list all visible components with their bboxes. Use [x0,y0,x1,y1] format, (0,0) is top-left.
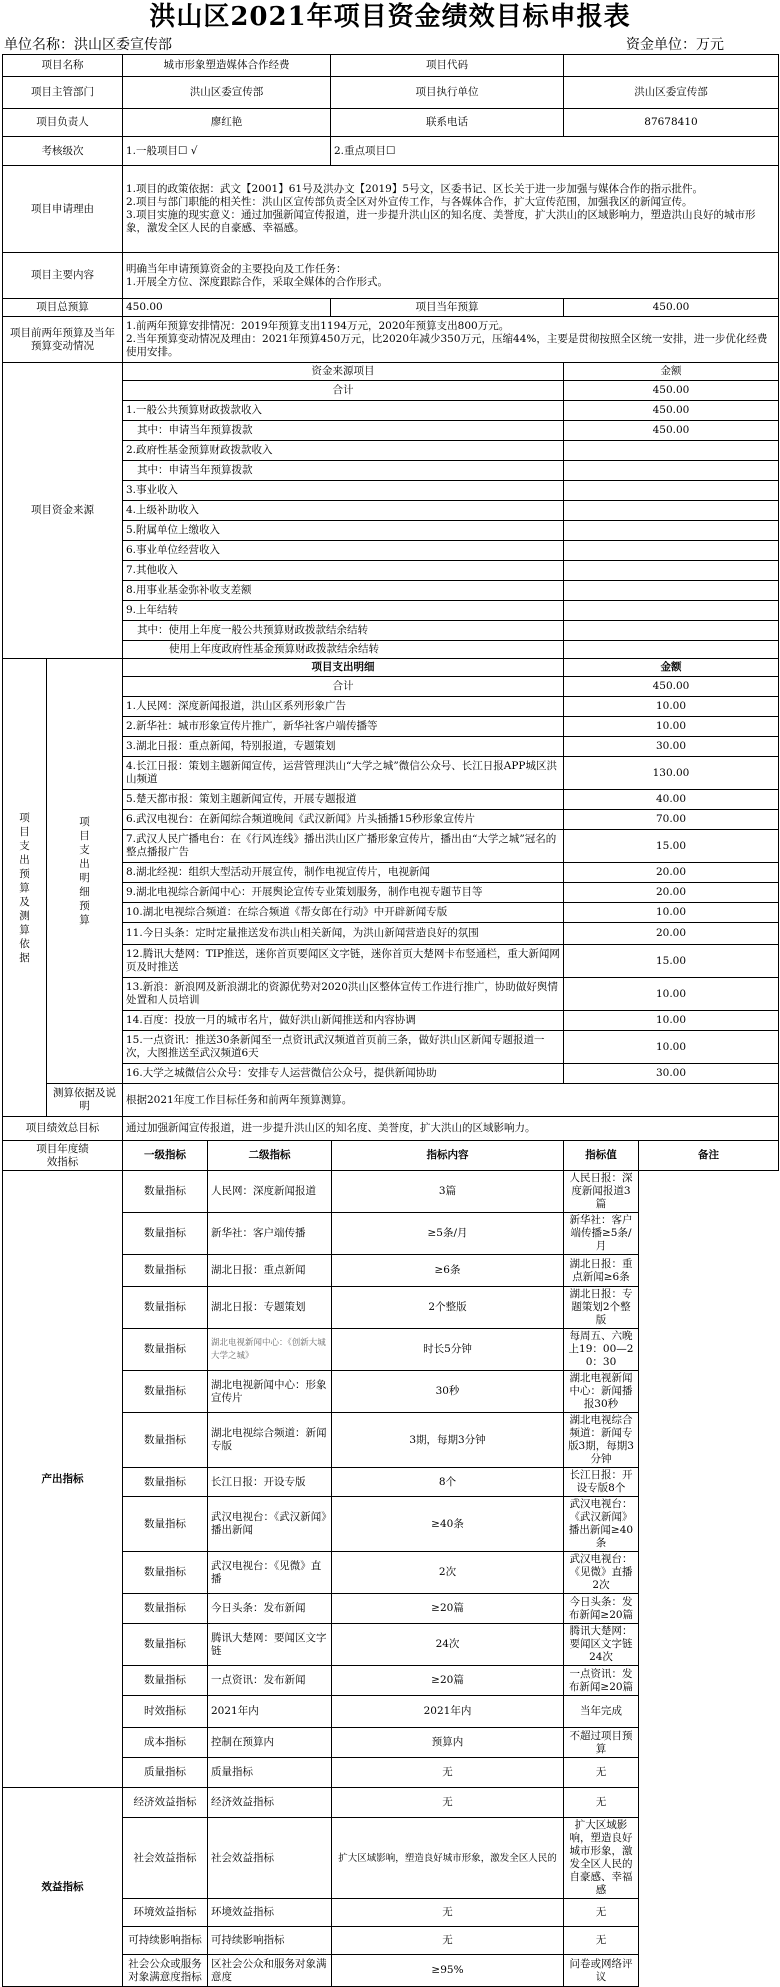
indicator-table [2,1140,779,1987]
expense-amount: 40.00 [564,790,779,810]
indicator-note: 湖北日报：重点新闻≥6条 [564,1255,639,1287]
indicator-level2: 数量指标 [123,1497,208,1552]
label-dept: 项目主管部门 [3,77,123,109]
ind-header-note: 备注 [639,1141,779,1171]
expense-col-detail: 项目支出明细 [123,659,564,677]
indicator-level2: 可持续影响指标 [123,1927,208,1955]
expense-item: 6.武汉电视台：在新闻综合频道晚间《武汉新闻》片头插播15秒形象宣传片 [123,810,564,830]
indicator-value: ≥95% [332,1955,564,1987]
indicator-content: 新华社：客户端传播 [208,1213,332,1255]
funding-source: 6.事业单位经营收入 [123,541,564,561]
label-output: 产出指标 [3,1171,123,1788]
content-line: 明确当年申请预算资金的主要投向及工作任务： [126,262,347,275]
funding-source: 其中：申请当年预算拨款 [123,421,564,441]
project-code [564,55,779,77]
change-line: 2.当年预算变动情况及理由：2021年预算450万元，比2020年减少350万元，压缩44%，主要是贯彻按照全区统一安排，进一步优化经费使用安排。 [126,333,768,358]
expense-outer-text: 项目支出预算及测算依据 [19,811,30,964]
expense-item: 合计 [123,677,564,697]
label-goal: 项目绩效总目标 [3,1117,123,1141]
indicator-value: 2021年内 [332,1696,564,1728]
expense-item: 4.长江日报：策划主题新闻宣传，运营管理洪山“大学之城”微信公众号、长江日报APP城区洪山频道 [123,757,564,790]
change-line: 1.前两年预算安排情况：2019年预算支出1194万元，2020年预算支出800万元。 [126,320,510,332]
ind-header-level1: 一级指标 [123,1141,208,1171]
goal-text: 通过加强新闻宣传报道，进一步提升洪山区的知名度、美誉度，扩大洪山的区域影响力。 [123,1117,779,1141]
indicator-level2: 数量指标 [123,1213,208,1255]
indicator-note: 无 [564,1758,639,1788]
indicator-level2: 数量指标 [123,1329,208,1371]
expense-item: 8.湖北经视：组织大型活动开展宣传，制作电视宣传片，电视新闻 [123,863,564,883]
indicator-note: 扩大区域影响，塑造良好城市形象，激发全区人民的自豪感、幸福感 [564,1818,639,1899]
funding-amount: 450.00 [564,381,779,401]
indicator-level2: 数量指标 [123,1468,208,1497]
indicator-content: 可持续影响指标 [208,1927,332,1955]
label-reason: 项目申请理由 [3,166,123,253]
expense-amount: 10.00 [564,1011,779,1031]
expense-amount: 130.00 [564,757,779,790]
funding-source: 8.用事业基金弥补收支差额 [123,581,564,601]
indicator-value: 30秒 [332,1371,564,1413]
indicator-value: 24次 [332,1624,564,1666]
indicator-note: 武汉电视台：《武汉新闻》播出新闻≥40条 [564,1497,639,1552]
funding-source: 其中：申请当年预算拨款 [123,461,564,481]
info-row-owner [3,109,779,137]
owner: 廖红艳 [123,109,331,137]
goal-row [3,1117,779,1141]
label-expense-inner [47,659,123,1084]
indicator-value: 无 [332,1788,564,1818]
reason-line: 1.项目的政策依据：武文【2001】61号及洪办文【2019】5号文，区委书记、区长关于进一步加强与媒体合作的指示批件。 [126,183,704,195]
funding-col-amount: 金额 [564,363,779,381]
indicator-value: 3期，每期3分钟 [332,1413,564,1468]
indicator-level2: 社会效益指标 [123,1818,208,1899]
funding-amount: 450.00 [564,401,779,421]
indicator-level2: 数量指标 [123,1666,208,1696]
indicator-note: 湖北电视新闻中心：新闻播报30秒 [564,1371,639,1413]
label-indicators [3,1141,123,1171]
expense-item: 9.湖北电视综合新闻中心：开展舆论宣传专业策划服务，制作电视专题节目等 [123,883,564,903]
label-project-name: 项目名称 [3,55,123,77]
indicator-level2: 质量指标 [123,1758,208,1788]
expense-header-row [3,659,779,677]
label-benefit: 效益指标 [3,1788,123,1987]
expense-amount: 15.00 [564,830,779,863]
expense-item: 14.百度：投放一月的城市名片，做好洪山新闻推送和内容协调 [123,1011,564,1031]
funding-amount [564,461,779,481]
funding-amount [564,621,779,641]
expense-amount: 10.00 [564,717,779,737]
indicator-content: 长江日报：开设专版 [208,1468,332,1497]
funding-source: 9.上年结转 [123,601,564,621]
funding-amount [564,601,779,621]
indicator-note: 一点资讯：发布新闻≥20篇 [564,1666,639,1696]
reason-text [123,166,779,253]
indicator-level2: 数量指标 [123,1594,208,1624]
indicator-note: 问卷或网络评议 [564,1955,639,1987]
indicator-level2: 环境效益指标 [123,1899,208,1927]
indicator-value: 无 [332,1899,564,1927]
funding-amount [564,561,779,581]
label-change: 项目前两年预算及当年预算变动情况 [3,317,123,363]
indicator-level2: 成本指标 [123,1728,208,1758]
indicator-note: 每周五、六晚上19：00—20：30 [564,1329,639,1371]
indicator-content: 湖北电视新闻中心：形象宣传片 [208,1371,332,1413]
label-expense-outer [3,659,47,1117]
indicator-note: 人民日报：深度新闻报道3篇 [564,1171,639,1213]
indicator-note: 当年完成 [564,1696,639,1728]
funding-source: 合计 [123,381,564,401]
indicator-content: 武汉电视台：《武汉新闻》播出新闻 [208,1497,332,1552]
expense-amount: 20.00 [564,883,779,903]
funding-amount [564,481,779,501]
expense-item: 12.腾讯大楚网：TIP推送，迷你首页要闻区文字链，迷你首页大楚网卡布竖通栏，重大新闻网页及时推送 [123,945,564,978]
funding-amount [564,441,779,461]
reason-row [3,166,779,253]
funding-amount [564,581,779,601]
indicator-content: 区社会公众和服务对象满意度 [208,1955,332,1987]
indicator-level2: 经济效益指标 [123,1788,208,1818]
expense-amount: 30.00 [564,737,779,757]
indicator-content: 武汉电视台：《见微》直播 [208,1552,332,1594]
indicator-value: 2个整版 [332,1287,564,1329]
funding-source: 使用上年度政府性基金预算财政拨款结余结转 [123,641,564,659]
funding-amount [564,641,779,659]
indicator-value: 无 [332,1758,564,1788]
label-exec-unit: 项目执行单位 [331,77,564,109]
info-row-dept [3,77,779,109]
label-year-budget: 项目当年预算 [331,299,564,317]
indicator-value: 8个 [332,1468,564,1497]
indicator-note: 无 [564,1788,639,1818]
content-text [123,253,779,299]
indicator-level2: 时效指标 [123,1696,208,1728]
indicator-header-row [3,1141,779,1171]
reason-line: 3.项目实施的现实意义：通过加强新闻宣传报道，进一步提升洪山区的知名度、美誉度，扩大洪山的区域影响力，塑造洪山良好的城市形象，激发全区人民的自豪感、幸福感。 [126,209,756,234]
indicator-value: 预算内 [332,1728,564,1758]
indicator-level2: 数量指标 [123,1171,208,1213]
indicator-value: 扩大区域影响，塑造良好城市形象，激发全区人民的 [332,1818,564,1899]
label-content: 项目主要内容 [3,253,123,299]
label-owner: 项目负责人 [3,109,123,137]
content-line: 1.开展全方位、深度跟踪合作，采取全媒体的合作形式。 [126,275,389,288]
expense-amount: 20.00 [564,923,779,945]
indicator-note: 长江日报：开设专版8个 [564,1468,639,1497]
indicator-content: 环境效益指标 [208,1899,332,1927]
content-row [3,253,779,299]
indicator-note: 不超过项目预算 [564,1728,639,1758]
expense-item: 15.一点资讯：推送30条新闻至一点资讯武汉频道首页前三条，做好洪山区新闻专题报道一次，大图推送至武汉频道6天 [123,1031,564,1064]
indicator-value: ≥20篇 [332,1666,564,1696]
indicator-value: 3篇 [332,1171,564,1213]
year-budget: 450.00 [564,299,779,317]
expense-item: 7.武汉人民广播电台：在《行风连线》播出洪山区广播形象宣传片，播出由“大学之城”冠名的整点播报广告 [123,830,564,863]
expense-amount: 10.00 [564,978,779,1011]
funding-source: 1.一般公共预算财政拨款收入 [123,401,564,421]
funding-table [2,362,779,659]
indicator-level2: 数量指标 [123,1371,208,1413]
indicator-level2: 社会公众或服务对象满意度指标 [123,1955,208,1987]
expense-inner-text: 项目支出明细预算 [79,816,90,926]
label-basis: 测算依据及说明 [47,1084,123,1117]
expense-amount: 10.00 [564,903,779,923]
expense-item: 16.大学之城微信公众号：安排专人运营微信公众号，提供新闻协助 [123,1064,564,1084]
funding-amount [564,541,779,561]
expense-item: 11.今日头条：定时定量推送发布洪山相关新闻，为洪山新闻营造良好的氛围 [123,923,564,945]
indicator-value: ≥5条/月 [332,1213,564,1255]
indicator-row [3,1171,779,1213]
indicator-note: 湖北日报：专题策划2个整版 [564,1287,639,1329]
project-name: 城市形象塑造媒体合作经费 [123,55,331,77]
indicator-value: ≥40条 [332,1497,564,1552]
funding-source: 其中：使用上年度一般公共预算财政拨款结余结转 [123,621,564,641]
indicator-level2: 数量指标 [123,1552,208,1594]
indicator-value: 时长5分钟 [332,1329,564,1371]
label-phone: 联系电话 [331,109,564,137]
indicator-content: 2021年内 [208,1696,332,1728]
funding-source: 5.附属单位上缴收入 [123,521,564,541]
indicator-content: 质量指标 [208,1758,332,1788]
indicator-content: 今日头条：发布新闻 [208,1594,332,1624]
indicator-content: 人民网：深度新闻报道 [208,1171,332,1213]
expense-amount: 10.00 [564,1031,779,1064]
info-table [2,54,779,363]
expense-item: 1.人民网：深度新闻报道，洪山区系列形象广告 [123,697,564,717]
funding-amount: 450.00 [564,421,779,441]
indicator-value: ≥20篇 [332,1594,564,1624]
change-row [3,317,779,363]
exec-unit: 洪山区委宣传部 [564,77,779,109]
budget-row [3,299,779,317]
expense-amount: 70.00 [564,810,779,830]
indicator-content: 控制在预算内 [208,1728,332,1758]
funding-source: 3.事业收入 [123,481,564,501]
indicator-content: 湖北电视综合频道：新闻专版 [208,1413,332,1468]
indicator-value: 无 [332,1927,564,1955]
indicator-level2: 数量指标 [123,1287,208,1329]
expense-table [2,658,779,1117]
indicator-content: 社会效益指标 [208,1818,332,1899]
level-row [3,137,779,166]
expense-amount: 30.00 [564,1064,779,1084]
funding-amount [564,521,779,541]
label-level: 考核级次 [3,137,123,166]
info-row-name [3,55,779,77]
indicator-row [3,1788,779,1818]
change-text [123,317,779,363]
expense-item: 10.湖北电视综合频道：在综合频道《帮女郎在行动》中开辟新闻专版 [123,903,564,923]
basis-text: 根据2021年度工作目标任务和前两年预算测算。 [123,1084,779,1117]
total-budget: 450.00 [123,299,331,317]
ind-header-content: 指标内容 [332,1141,564,1171]
indicator-level2: 数量指标 [123,1255,208,1287]
indicator-note: 今日头条：发布新闻≥20篇 [564,1594,639,1624]
funding-source: 4.上级补助收入 [123,501,564,521]
phone: 87678410 [564,109,779,137]
funding-source: 2.政府性基金预算财政拨款收入 [123,441,564,461]
indicator-level2: 数量指标 [123,1413,208,1468]
subtitle-row [0,34,780,54]
label-project-code: 项目代码 [331,55,564,77]
funding-header-row [3,363,779,381]
expense-item: 2.新华社：城市形象宣传片推广，新华社客户端传播等 [123,717,564,737]
indicator-note: 新华社：客户端传播≥5条/月 [564,1213,639,1255]
expense-col-amount: 金额 [564,659,779,677]
expense-item: 3.湖北日报：重点新闻，特别报道，专题策划 [123,737,564,757]
page-title: 洪山区2021年项目资金绩效目标申报表 [149,2,631,32]
reason-line: 2.项目与部门职能的相关性：洪山区宣传部负责全区对外宣传工作，与各媒体合作，扩大宣传范围，加强我区的新闻宣传。 [126,196,693,208]
unit-name: 单位名称：洪山区委宣传部 [4,37,172,53]
level-option-key: 2.重点项目☐ [331,137,779,166]
expense-item: 13.新浪：新浪网及新浪湖北的资源优势对2020洪山区整体宣传工作进行推广，协助做好舆情处置和人员培训 [123,978,564,1011]
ind-header-value: 指标值 [564,1141,639,1171]
goal-table [2,1116,779,1141]
indicator-content: 经济效益指标 [208,1788,332,1818]
expense-amount: 15.00 [564,945,779,978]
indicator-note: 湖北电视综合频道：新闻专版3期，每期3分钟 [564,1413,639,1468]
expense-amount: 20.00 [564,863,779,883]
funding-col-source: 资金来源项目 [123,363,564,381]
indicator-value: 2次 [332,1552,564,1594]
label-total-budget: 项目总预算 [3,299,123,317]
level-option-general: 1.一般项目☐ √ [123,137,331,166]
funding-source: 7.其他收入 [123,561,564,581]
amount-unit: 资金单位：万元 [626,37,724,53]
indicator-note: 腾讯大楚网：要闻区文字链24次 [564,1624,639,1666]
expense-item: 5.楚天都市报：策划主题新闻宣传，开展专题报道 [123,790,564,810]
label-funding: 项目资金来源 [3,363,123,659]
indicator-content: 一点资讯：发布新闻 [208,1666,332,1696]
basis-row [3,1084,779,1117]
indicator-note: 无 [564,1899,639,1927]
funding-amount [564,501,779,521]
indicator-value: ≥6条 [332,1255,564,1287]
indicator-content: 湖北日报：专题策划 [208,1287,332,1329]
indicator-content: 湖北日报：重点新闻 [208,1255,332,1287]
indicator-note: 无 [564,1927,639,1955]
expense-amount: 10.00 [564,697,779,717]
indicator-content: 湖北电视新闻中心：《创新大城大学之城》 [208,1329,332,1371]
dept: 洪山区委宣传部 [123,77,331,109]
ind-header-level2: 二级指标 [208,1141,332,1171]
indicator-note: 武汉电视台：《见微》直播2次 [564,1552,639,1594]
indicator-level2: 数量指标 [123,1624,208,1666]
indicator-content: 腾讯大楚网：要闻区文字链 [208,1624,332,1666]
expense-amount: 450.00 [564,677,779,697]
indicators-label-text: 项目年度绩效指标 [36,1142,89,1168]
